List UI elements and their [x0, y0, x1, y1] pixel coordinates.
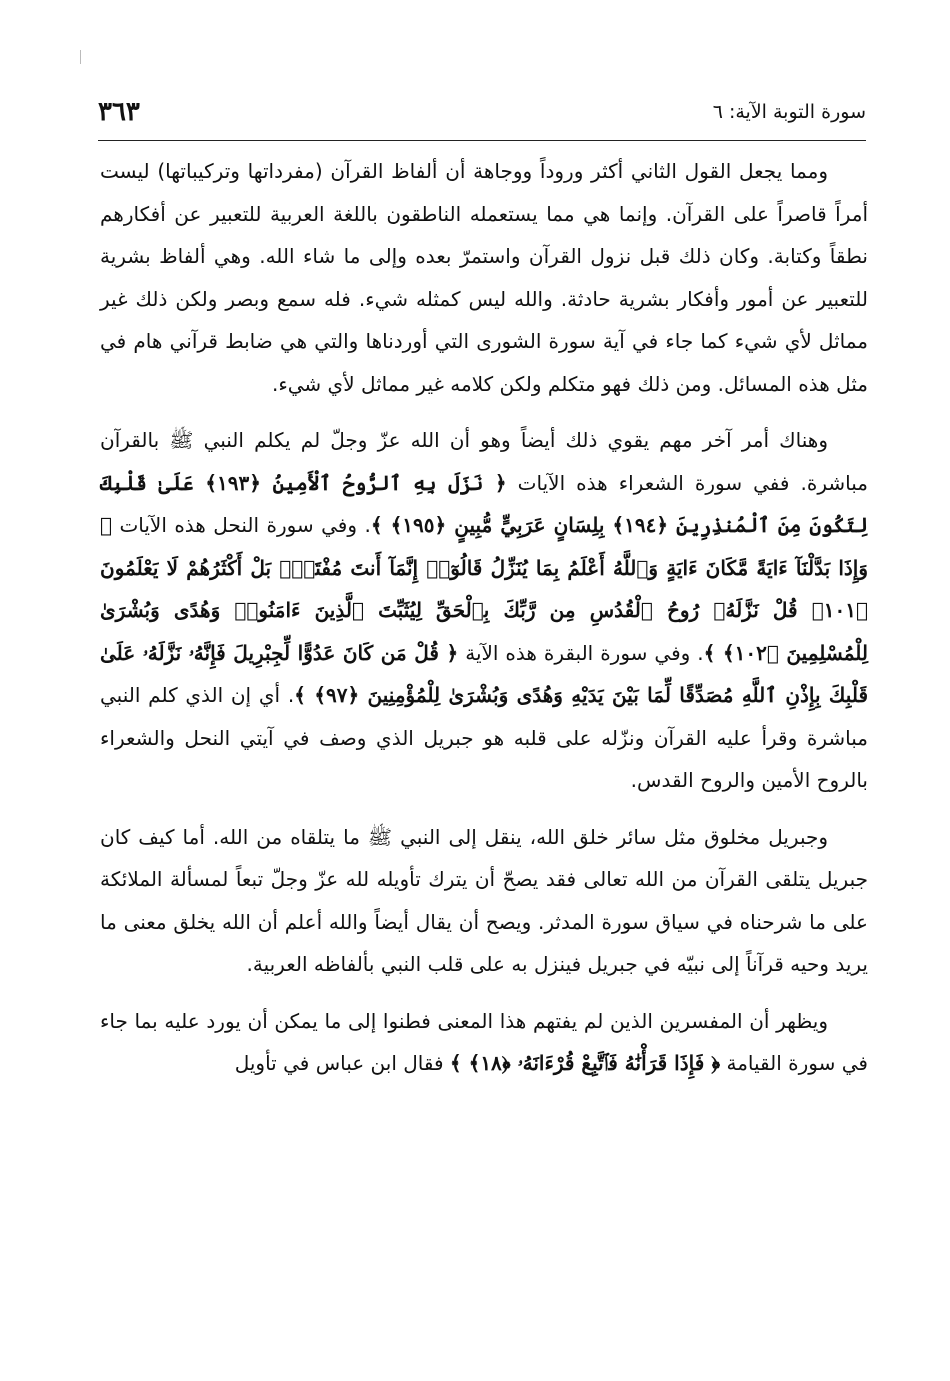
paragraph-text: فقال ابن عباس في تأويل: [234, 1051, 450, 1075]
paragraph-text: وجبريل مخلوق مثل سائر خلق الله، ينقل إلى النبي ﷺ ما يتلقاه من الله. أما كيف كان جبريل يتلقى القرآن من الله تعالى فقد يصحّ أن يترك تأويله لله عزّ وجلّ تبعاً لمسألة الملائكة على ما شرحناه في سياق سورة المدثر. ويصح أن يقال أيضاً والله أعلم أن الله يخلق معنى ما يريد وحيه قرآناً إلى نبيّه في جبريل فينزل به على قلب النبي بألفاظه العربية.: [100, 824, 868, 976]
quran-verse-al-qiyama: ﴿ فَإِذَا قَرَأْنَٰهُ فَٱتَّبِعْ قُرْءَانَهُۥ ﴿١٨﴾ ﴾: [449, 1051, 721, 1075]
page-header: [98, 92, 866, 132]
body-text: [100, 150, 868, 1085]
quran-verse-al-baqara: ﴿ قُلْ مَن كَانَ عَدُوًّا لِّجِبْرِيلَ فَإِنَّهُۥ نَزَّلَهُۥ عَلَىٰ قَلْبِكَ بِإِذْنِ ٱللَّهِ مُصَدِّقًا لِّمَا بَيْنَ يَدَيْهِ وَهُدًى وَبُشْرَىٰ لِلْمُؤْمِنِينَ ﴿٩٧﴾ ﴾: [100, 640, 868, 707]
quran-verse-an-nahl: ﴿ وَإِذَا بَدَّلْنَآ ءَايَةً مَّكَانَ ءَايَةٍ وَٱللَّهُ أَعْلَمُ بِمَا يُنَزِّلُ قَالُوٓا۟ إِنَّمَآ أَنتَ مُفْتَرٍۭ بَلْ أَكْثَرُهُمْ لَا يَعْلَمُونَ ﴿١٠١﴾ قُلْ نَزَّلَهُۥ رُوحُ ٱلْقُدُسِ مِن رَّبِّكَ بِٱلْحَقِّ لِيُثَبِّتَ ٱلَّذِينَ ءَامَنُوا۟ وَهُدًى وَبُشْرَىٰ لِلْمُسْلِمِينَ ﴿١٠٢﴾ ﴾: [100, 513, 868, 665]
paragraph-1: [100, 150, 868, 405]
scan-margin-mark: [80, 50, 81, 64]
paragraph-2: [100, 419, 868, 802]
paragraph-text: . أي إن الذي كلم النبي مباشرة وقرأ عليه القرآن ونزّله على قلبه هو جبريل الذي وصف في آيتي النحل والشعراء بالروح الأمين والروح القدس.: [100, 683, 868, 792]
paragraph-text: . وفي سورة النحل هذه الآيات: [112, 513, 371, 537]
paragraph-text: وهناك أمر آخر مهم يقوي ذلك أيضاً وهو أن الله عزّ وجلّ لم يكلم النبي ﷺ بالقرآن مباشرة. ففي سورة الشعراء هذه الآيات: [100, 428, 868, 495]
running-title: سورة التوبة الآية: ٦: [712, 101, 866, 123]
page-number: ٣٦٣: [98, 97, 140, 127]
paragraph-text: ومما يجعل القول الثاني أكثر وروداً ووجاهة أن ألفاظ القرآن (مفرداتها وتركيباتها) ليست أمراً قاصراً على القرآن. وإنما هي مما يستعمله الناطقون باللغة العربية للتعبير عن أفكارهم نطقاً وكتابة. وكان ذلك قبل نزول القرآن واستمرّ بعده وإلى ما شاء الله. وهي ألفاظ بشرية للتعبير عن أمور وأفكار بشرية حادثة. والله ليس كمثله شيء. فله سمع وبصر ولكن ذلك غير مماثل لأي شيء كما جاء في آية سورة الشورى التي أوردناها والتي هي ضابط قرآني هام في مثل هذه المسائل. ومن ذلك فهو متكلم ولكن كلامه غير مماثل لأي شيء.: [100, 159, 868, 396]
paragraph-3: [100, 816, 868, 986]
paragraph-text: . وفي سورة البقرة هذه الآية: [458, 640, 704, 665]
paragraph-text: ويظهر أن المفسرين الذين لم يفتهم هذا المعنى فطنوا إلى ما يمكن أن يورد عليه بما جاء في سورة القيامة: [100, 1008, 868, 1075]
quran-verse-ash-shuara: ﴿ نَزَلَ بِهِ ٱلرُّوحُ ٱلْأَمِينُ ﴿١٩٣﴾ عَلَىٰ قَلْبِكَ لِتَكُونَ مِنَ ٱلْمُنذِرِينَ ﴿١٩٤﴾ بِلِسَانٍ عَرَبِيٍّ مُّبِينٍ ﴿١٩٥﴾ ﴾: [100, 470, 869, 537]
paragraph-4: [100, 1000, 868, 1085]
header-rule: [98, 140, 866, 141]
